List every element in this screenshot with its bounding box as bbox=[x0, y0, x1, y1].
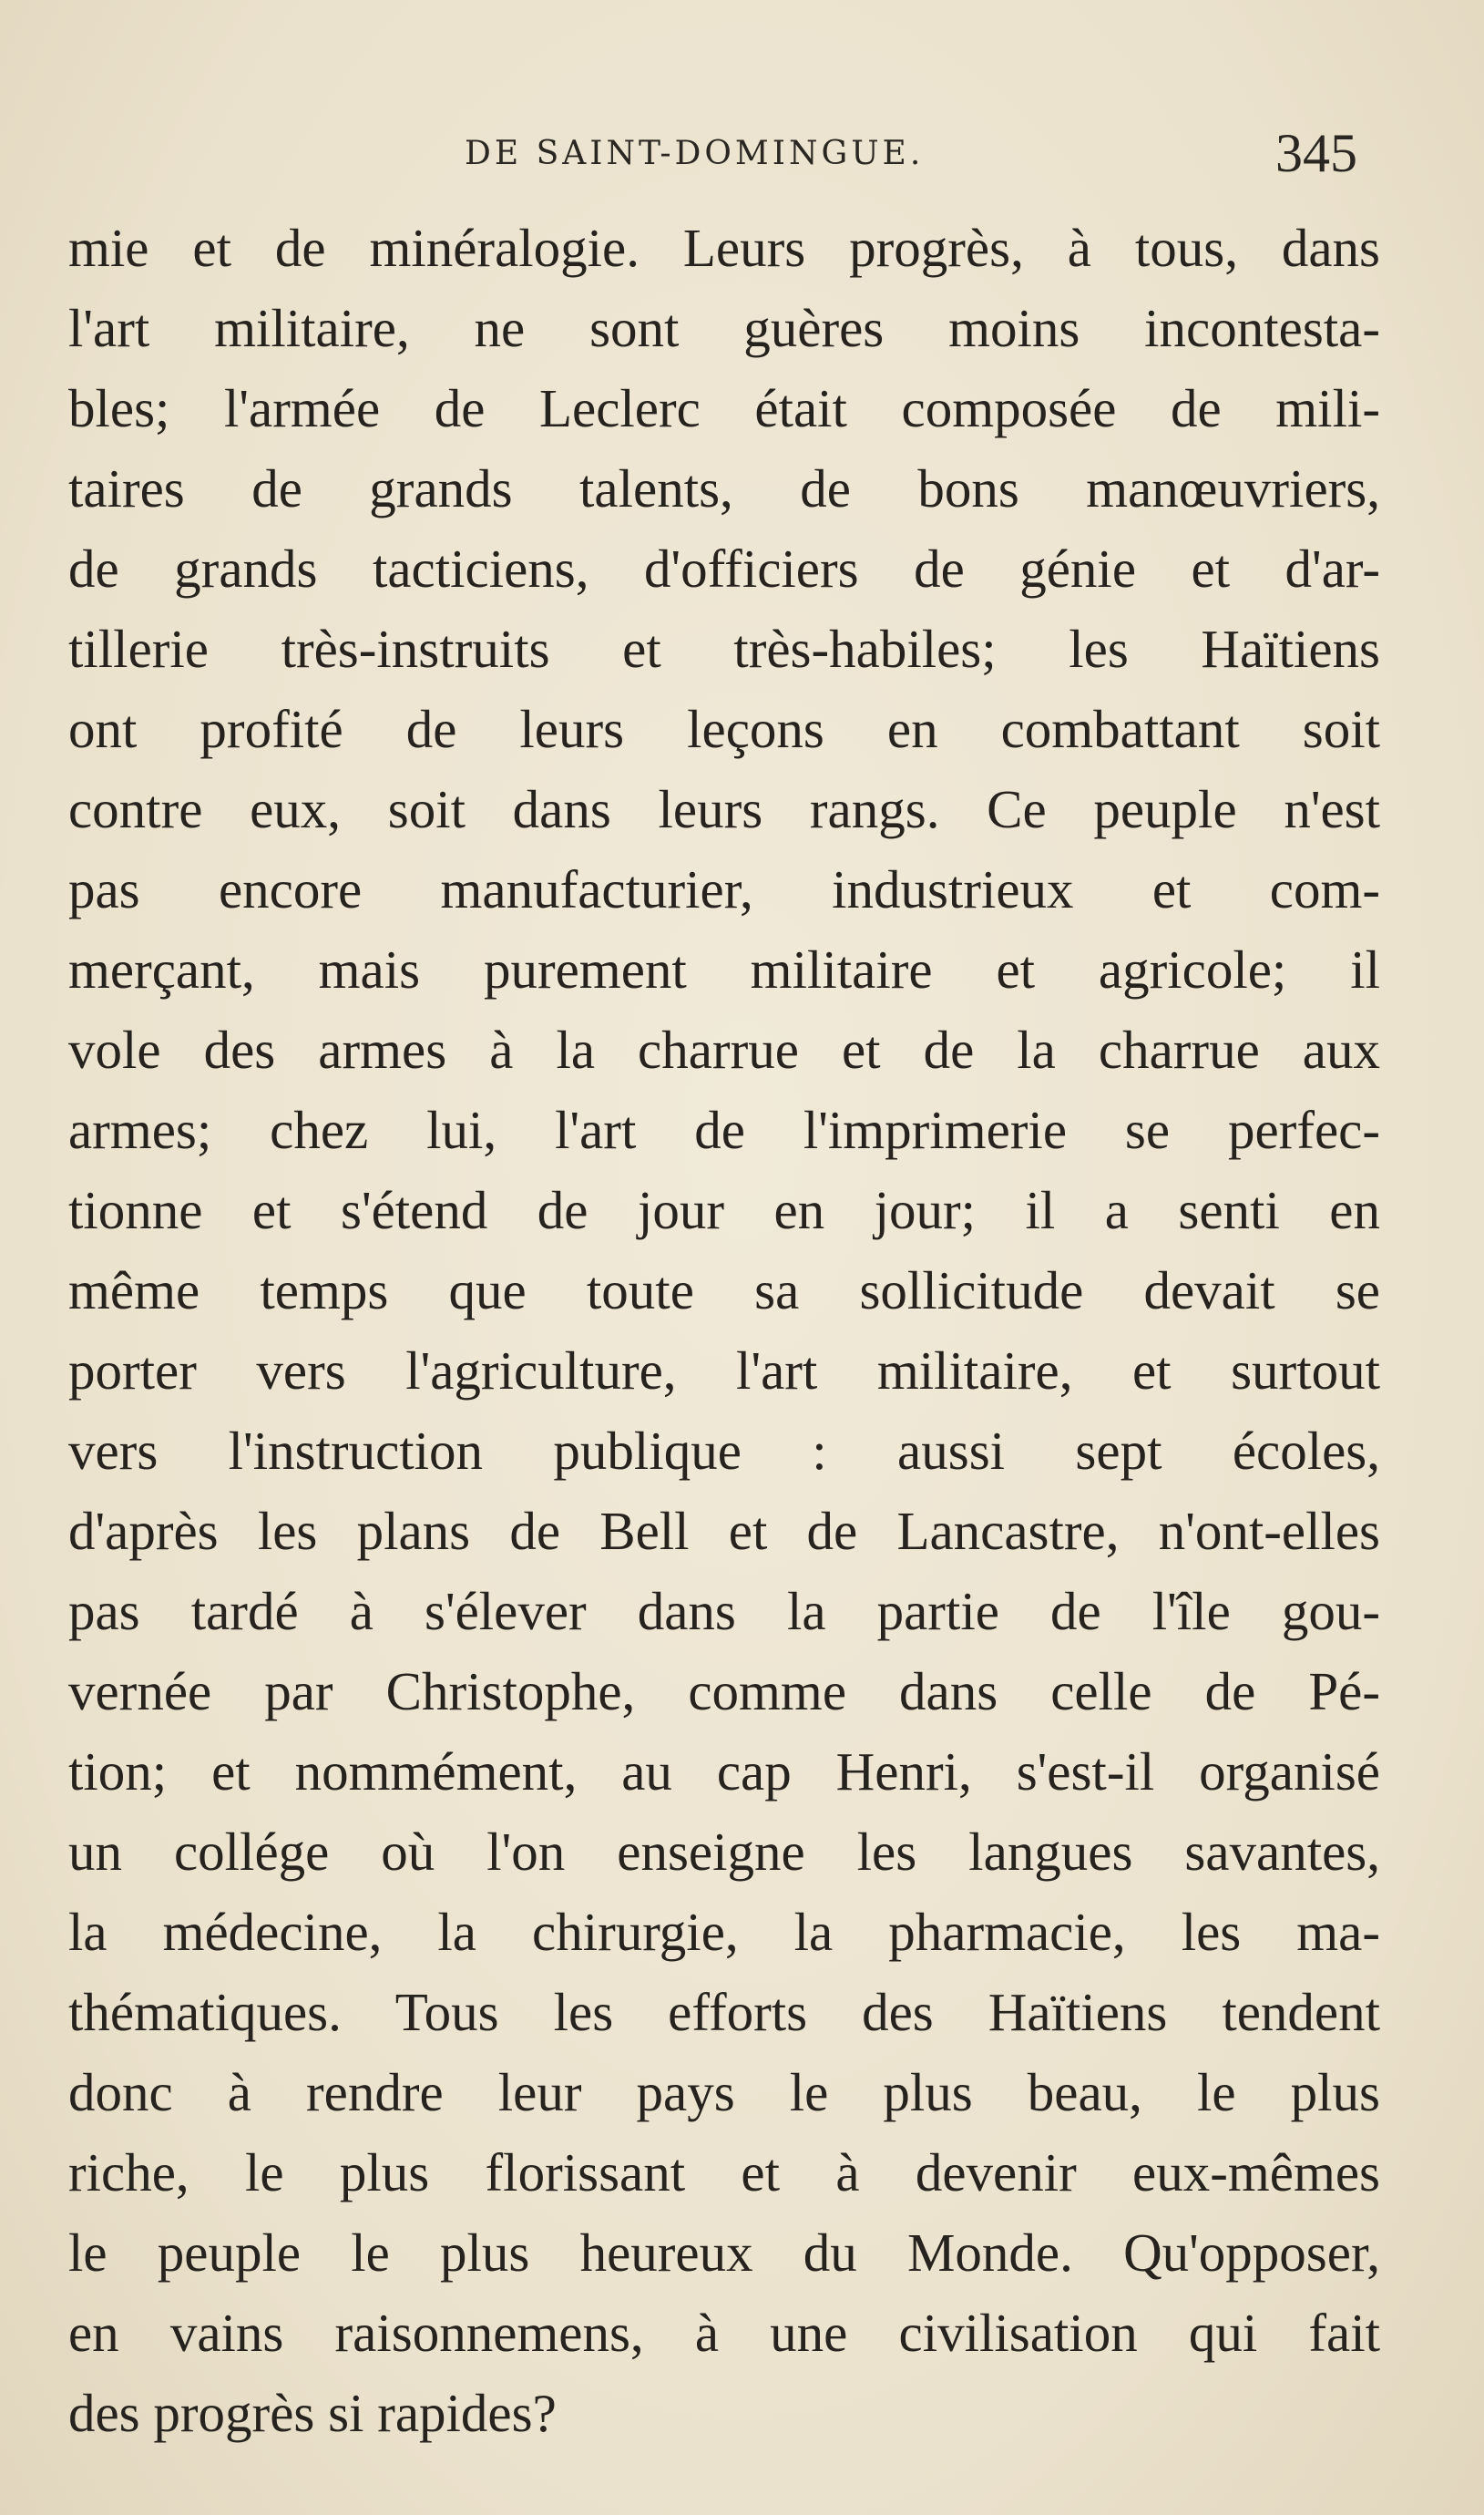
text-line: tionne et s'étend de jour en jour; il a senti en bbox=[68, 1180, 1380, 1240]
text-line: le peuple le plus heureux du Monde. Qu'opposer, bbox=[68, 2222, 1380, 2283]
text-line: taires de grands talents, de bons manœuvriers, bbox=[68, 458, 1380, 518]
text-line: mie et de minéralogie. Leurs progrès, à tous, dans bbox=[68, 218, 1380, 278]
text-line: en vains raisonnemens, à une civilisation qui fait bbox=[68, 2303, 1380, 2363]
body-text bbox=[68, 208, 1380, 2453]
text-line: armes; chez lui, l'art de l'imprimerie se perfec- bbox=[68, 1100, 1380, 1160]
text-line: un collége où l'on enseigne les langues savantes, bbox=[68, 1822, 1380, 1882]
text-line: vole des armes à la charrue et de la charrue aux bbox=[68, 1020, 1380, 1080]
text-line: vernée par Christophe, comme dans celle de Pé- bbox=[68, 1661, 1380, 1721]
text-line: thématiques. Tous les efforts des Haïtiens tendent bbox=[68, 1982, 1380, 2042]
text-line: même temps que toute sa sollicitude devait se bbox=[68, 1260, 1380, 1320]
text-line: porter vers l'agriculture, l'art militaire, et surtout bbox=[68, 1340, 1380, 1401]
running-head bbox=[0, 123, 1484, 183]
text-line: d'après les plans de Bell et de Lancastre, n'ont-elles bbox=[68, 1501, 1380, 1561]
page-number: 345 bbox=[1275, 123, 1357, 183]
text-line: pas encore manufacturier, industrieux et com- bbox=[68, 859, 1380, 919]
text-line: bles; l'armée de Leclerc était composée de mili- bbox=[68, 378, 1380, 438]
text-line: tillerie très-instruits et très-habiles; les Haïtiens bbox=[68, 619, 1380, 679]
text-line: merçant, mais purement militaire et agricole; il bbox=[68, 939, 1380, 1000]
text-line: ont profité de leurs leçons en combattant soit bbox=[68, 699, 1380, 759]
text-line: vers l'instruction publique : aussi sept écoles, bbox=[68, 1421, 1380, 1481]
text-line: des progrès si rapides? bbox=[68, 2383, 557, 2443]
text-line: riche, le plus florissant et à devenir eux-mêmes bbox=[68, 2142, 1380, 2202]
text-line: l'art militaire, ne sont guères moins incontesta- bbox=[68, 298, 1380, 358]
text-line: de grands tacticiens, d'officiers de génie et d'ar- bbox=[68, 539, 1380, 599]
text-line: contre eux, soit dans leurs rangs. Ce peuple n'est bbox=[68, 779, 1380, 839]
running-title: DE SAINT-DOMINGUE. bbox=[465, 135, 925, 172]
text-line: tion; et nommément, au cap Henri, s'est-il organisé bbox=[68, 1741, 1380, 1802]
text-line: donc à rendre leur pays le plus beau, le plus bbox=[68, 2062, 1380, 2122]
text-line: pas tardé à s'élever dans la partie de l'île gou- bbox=[68, 1581, 1380, 1641]
text-line: la médecine, la chirurgie, la pharmacie, les ma- bbox=[68, 1902, 1380, 1962]
